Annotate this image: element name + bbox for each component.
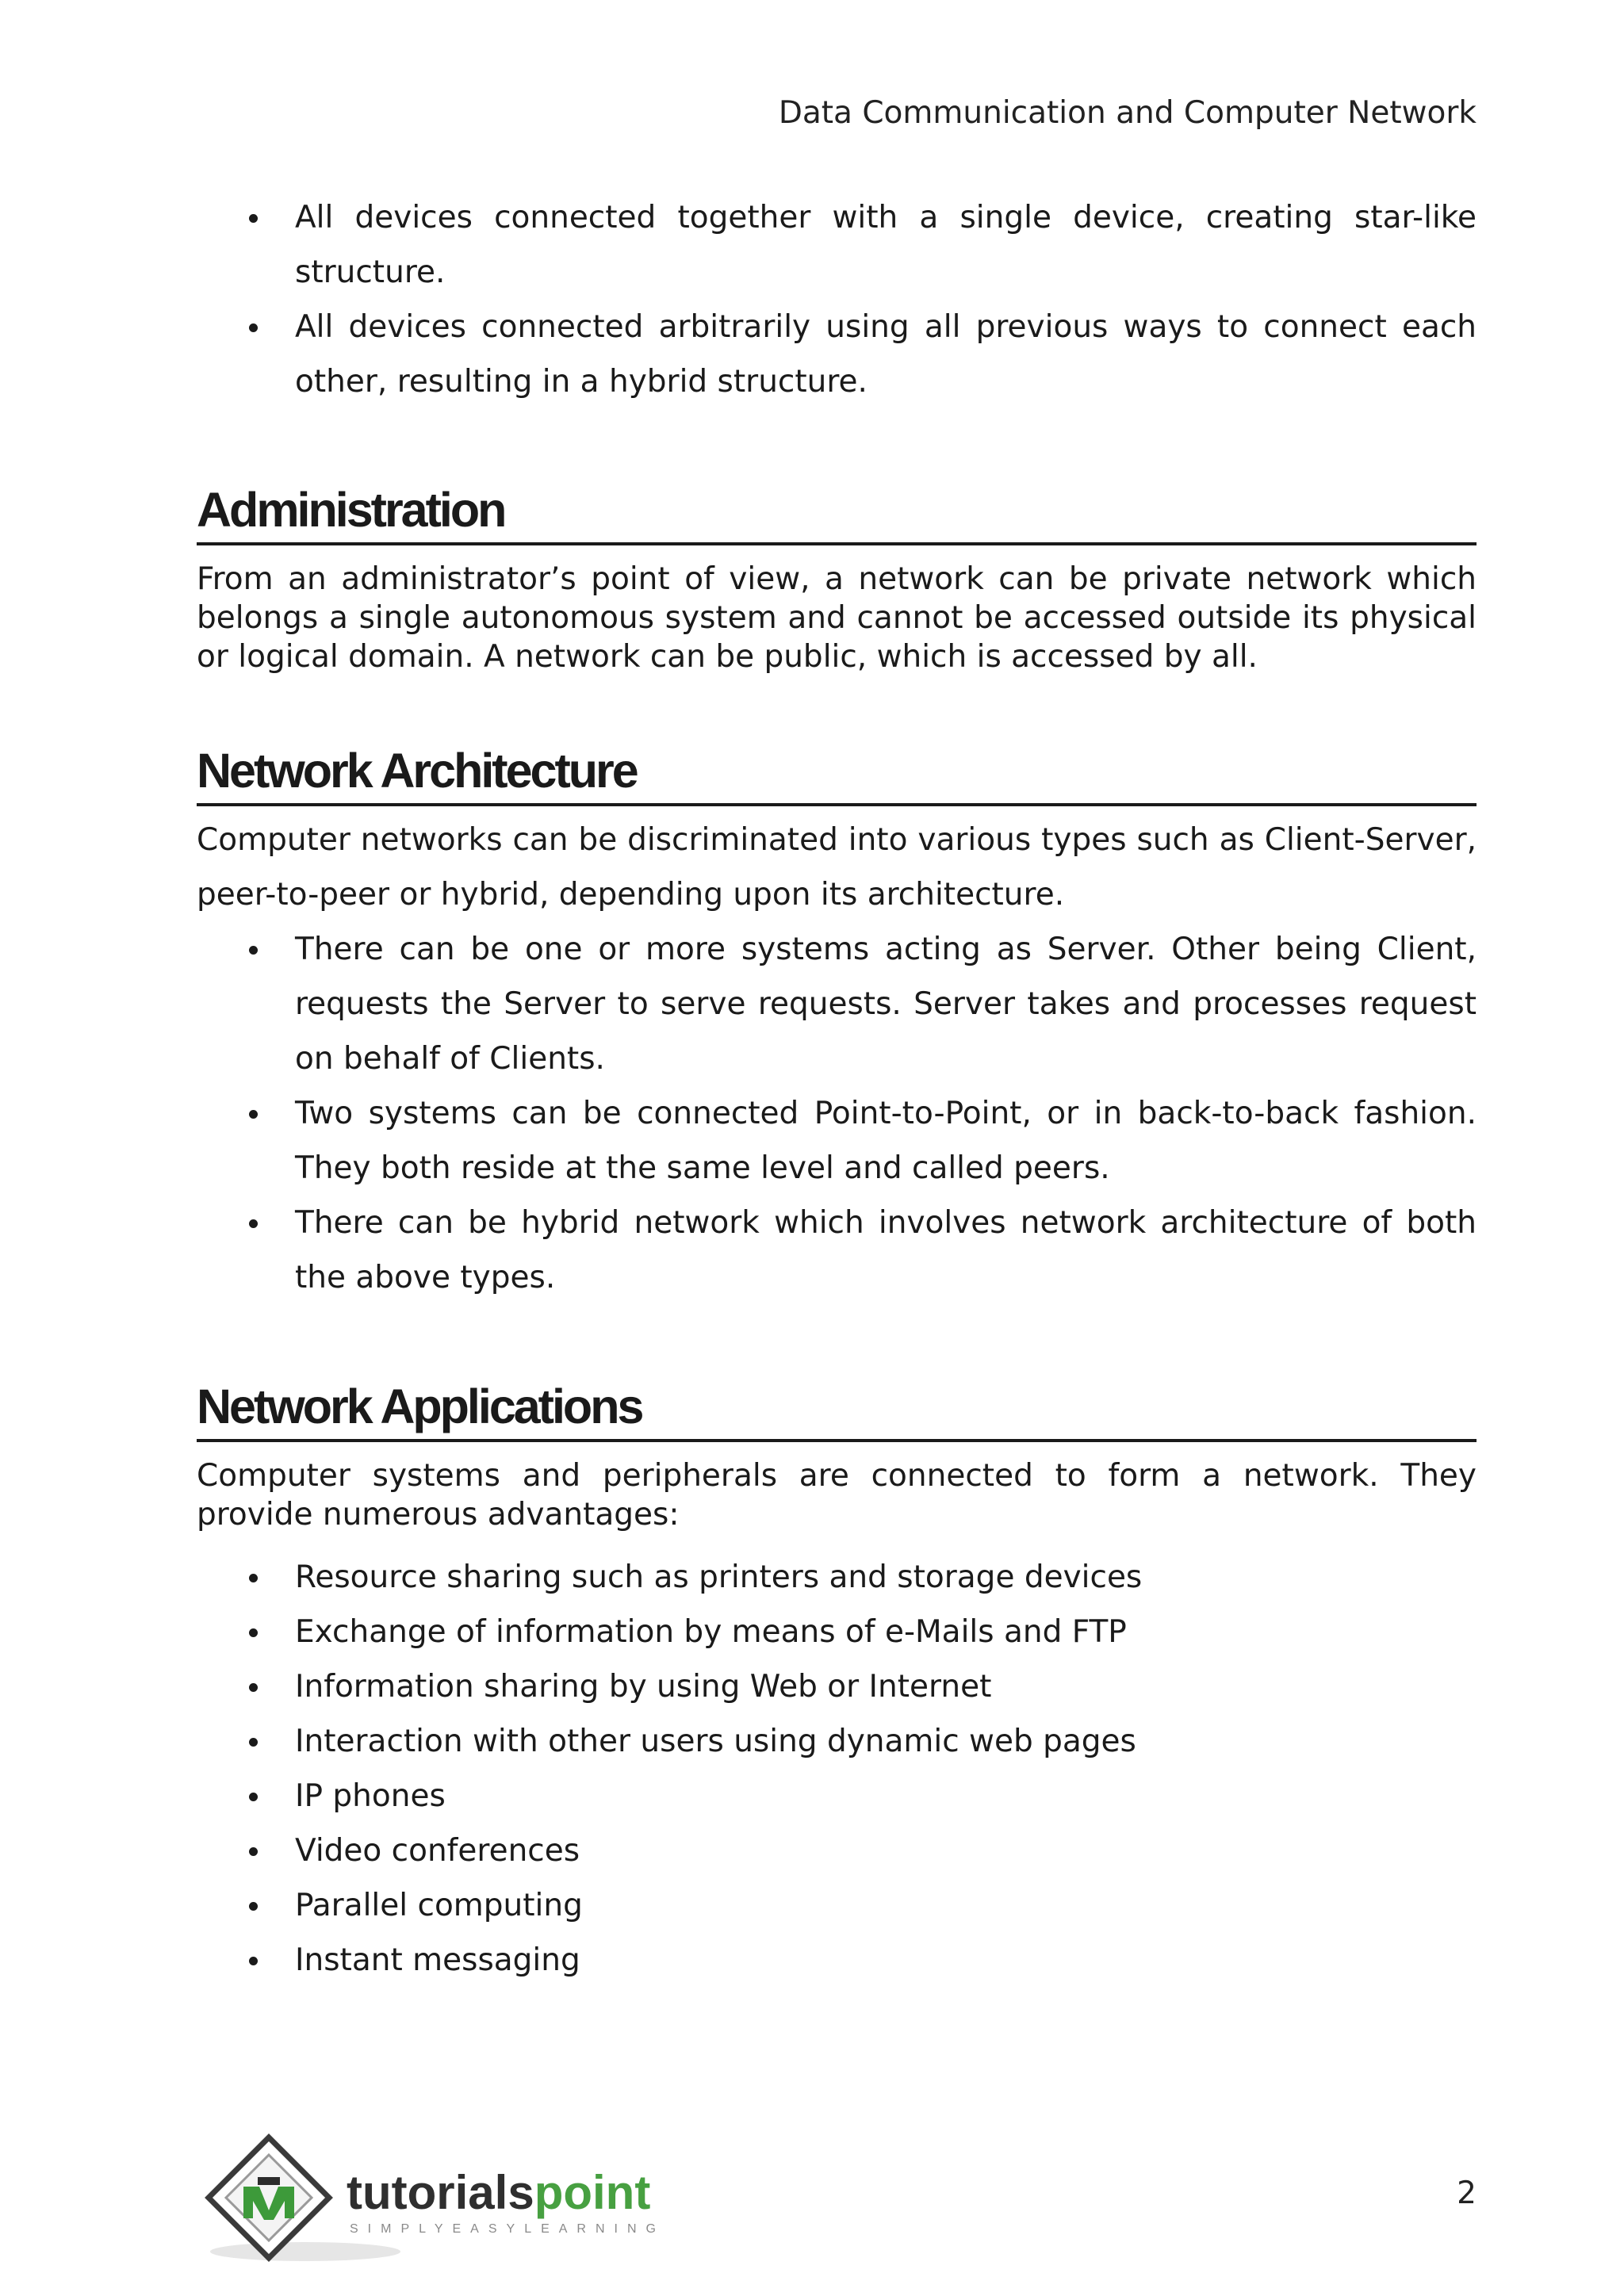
list-item: All devices connected together with a single device, creating star-like structure. — [197, 190, 1477, 300]
architecture-section — [197, 741, 1477, 1305]
list-item: There can be one or more systems acting as Server. Other being Client, requests the Server to serve requests. Server takes and processes request on behalf of Clients. — [197, 922, 1477, 1086]
list-item: Information sharing by using Web or Internet — [197, 1659, 1477, 1714]
list-item: Two systems can be connected Point-to-Point, or in back-to-back fashion. They both reside at the same level and called peers. — [197, 1086, 1477, 1196]
list-item: Interaction with other users using dynamic web pages — [197, 1714, 1477, 1769]
applications-bullet-list — [197, 1550, 1477, 1988]
logo-wordmark — [347, 2166, 650, 2219]
applications-section — [197, 1377, 1477, 1988]
architecture-heading: Network Architecture — [197, 741, 1477, 806]
administration-heading: Administration — [197, 480, 1477, 545]
applications-paragraph: Computer systems and peripherals are connected to form a network. They provide numerous advantages: — [197, 1458, 1477, 1533]
intro-bullets-block — [197, 190, 1477, 409]
applications-heading: Network Applications — [197, 1377, 1477, 1442]
administration-section — [197, 480, 1477, 676]
list-item: All devices connected arbitrarily using all previous ways to connect each other, resulting in a hybrid structure. — [197, 300, 1477, 409]
architecture-bullet-list — [197, 922, 1477, 1305]
list-item: There can be hybrid network which involves network architecture of both the above types. — [197, 1196, 1477, 1305]
logo-wordmark-green: point — [534, 2166, 651, 2219]
intro-bullet-list — [197, 190, 1477, 409]
architecture-paragraph: Computer networks can be discriminated into various types such as Client-Server, peer-to-peer or hybrid, depending upon its architecture. — [197, 822, 1477, 913]
administration-paragraph: From an administrator’s point of view, a network can be private network which belongs a single autonomous system and cannot be accessed outside its physical or logical domain. A network can be public, which is accessed by all. — [197, 561, 1477, 675]
logo-wordmark-dark: tutorials — [347, 2166, 534, 2219]
logo-shadow — [210, 2242, 400, 2261]
list-item: IP phones — [197, 1769, 1477, 1823]
list-item: Instant messaging — [197, 1933, 1477, 1988]
logo-cap-icon — [258, 2177, 280, 2185]
tutorialspoint-logo — [202, 2131, 710, 2266]
list-item: Video conferences — [197, 1823, 1477, 1878]
list-item: Exchange of information by means of e-Mails and FTP — [197, 1605, 1477, 1659]
list-item: Parallel computing — [197, 1878, 1477, 1933]
list-item: Resource sharing such as printers and storage devices — [197, 1550, 1477, 1605]
page-number: 2 — [1457, 2175, 1477, 2211]
running-header: Data Communication and Computer Network — [778, 95, 1477, 131]
logo-tagline: SIMPLYEASYLEARNING — [350, 2222, 665, 2236]
